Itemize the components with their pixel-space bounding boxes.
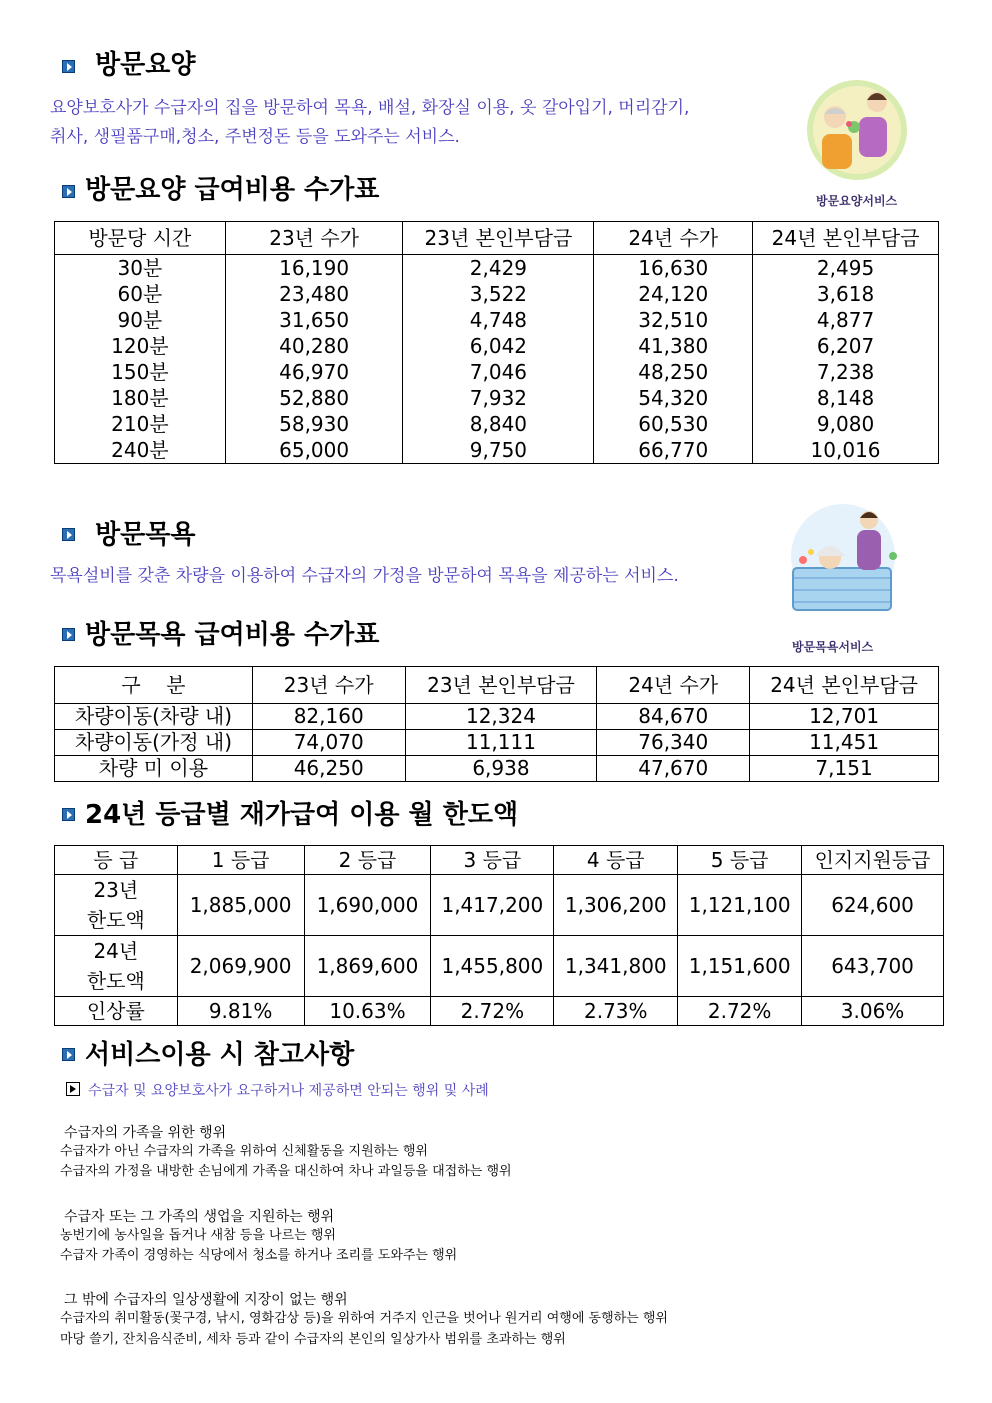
table-header: 23년 본인부담금 <box>403 222 594 255</box>
table-cell: 1,151,600 <box>678 936 802 997</box>
table-header: 23년 수가 <box>252 667 405 704</box>
table-header: 23년 수가 <box>225 222 403 255</box>
table-cell: 2.72% <box>678 997 802 1026</box>
section-bullet-icon <box>62 808 75 821</box>
table-cell: 46,970 <box>225 359 403 385</box>
table-cell: 7,932 <box>403 385 594 411</box>
table-header: 23년 본인부담금 <box>405 667 597 704</box>
table-cell: 180분 <box>55 385 226 411</box>
table-row <box>55 359 939 385</box>
table-cell: 8,840 <box>403 411 594 437</box>
table-row <box>55 281 939 307</box>
visit-care-fee-table <box>54 221 939 464</box>
table-cell: 2,429 <box>403 255 594 282</box>
table-cell: 624,600 <box>802 875 944 936</box>
note-group-heading: 수급자 또는 그 가족의 생업을 지원하는 행위 <box>64 1209 335 1225</box>
section-bullet-icon <box>62 1048 75 1061</box>
table-cell: 240분 <box>55 437 226 464</box>
table-cell: 54,320 <box>594 385 753 411</box>
section-title-visit-bath: 방문목욕 <box>95 520 196 550</box>
table-header: 방문당 시간 <box>55 222 226 255</box>
table-row <box>55 730 939 756</box>
table-row <box>55 411 939 437</box>
section-bullet-icon <box>62 528 75 541</box>
visit-care-illustration <box>797 72 917 192</box>
note-line: 수급자가 아닌 수급자의 가족을 위하여 신체활동을 지원하는 행위 <box>60 1144 428 1159</box>
table-cell: 76,340 <box>597 730 750 756</box>
table-cell: 47,670 <box>597 756 750 782</box>
table-row <box>55 333 939 359</box>
note-line: 수급자의 취미활동(꽃구경, 낚시, 영화감상 등)을 위하여 거주지 인근을 벗어나 원거리 여행에 동행하는 행위 <box>60 1311 668 1326</box>
table-header: 3 등급 <box>431 846 554 875</box>
note-line: 농번기에 농사일을 돕거나 새참 등을 나르는 행위 <box>60 1228 336 1243</box>
table-row <box>55 875 944 936</box>
table-cell: 31,650 <box>225 307 403 333</box>
table-cell: 차량이동(차량 내) <box>55 704 253 730</box>
table-cell: 58,930 <box>225 411 403 437</box>
table-row <box>55 997 944 1026</box>
table-cell: 4,877 <box>753 307 939 333</box>
table-cell: 10.63% <box>304 997 431 1026</box>
table-cell: 1,341,800 <box>554 936 678 997</box>
table-cell: 차량 미 이용 <box>55 756 253 782</box>
table-cell: 48,250 <box>594 359 753 385</box>
table-cell: 120분 <box>55 333 226 359</box>
table-header: 5 등급 <box>678 846 802 875</box>
visit-bath-description: 목욕설비를 갖춘 차량을 이용하여 수급자의 가정을 방문하여 목욕을 제공하는 서비스. <box>50 566 679 586</box>
table-header: 24년 수가 <box>597 667 750 704</box>
note-line: 수급자 가족이 경영하는 식당에서 청소를 하거나 조리를 도와주는 행위 <box>60 1248 458 1263</box>
table-header: 24년 수가 <box>594 222 753 255</box>
table-cell: 1,121,100 <box>678 875 802 936</box>
table-header: 인지지원등급 <box>802 846 944 875</box>
table-cell: 84,670 <box>597 704 750 730</box>
table-cell: 6,042 <box>403 333 594 359</box>
note-group-heading: 수급자의 가족을 위한 행위 <box>64 1125 227 1141</box>
row-label: 인상률 <box>55 997 178 1026</box>
section-title-visit-care: 방문요양 <box>95 50 196 80</box>
table-cell: 2.72% <box>431 997 554 1026</box>
note-line: 수급자의 가정을 내방한 손님에게 가족을 대신하여 차나 과일등을 대접하는 행위 <box>60 1164 512 1179</box>
table-title-bullet-icon <box>62 185 75 198</box>
table-cell: 82,160 <box>252 704 405 730</box>
table-cell: 7,238 <box>753 359 939 385</box>
table-cell: 210분 <box>55 411 226 437</box>
table-cell: 10,016 <box>753 437 939 464</box>
visit-bath-illustration <box>775 498 910 628</box>
table-cell: 차량이동(가정 내) <box>55 730 253 756</box>
table-cell: 40,280 <box>225 333 403 359</box>
row-label: 24년 한도액 <box>55 936 178 997</box>
table-cell: 60분 <box>55 281 226 307</box>
table-cell: 46,250 <box>252 756 405 782</box>
table-header: 2 등급 <box>304 846 431 875</box>
section-bullet-icon <box>62 60 75 73</box>
table-title-bullet-icon <box>62 628 75 641</box>
table-cell: 2,069,900 <box>177 936 304 997</box>
visit-bath-illustration-caption: 방문목욕서비스 <box>792 640 874 654</box>
table-cell: 1,455,800 <box>431 936 554 997</box>
table-cell: 1,869,600 <box>304 936 431 997</box>
table-cell: 9,750 <box>403 437 594 464</box>
table-row <box>55 437 939 464</box>
table-cell: 12,324 <box>405 704 597 730</box>
table-cell: 150분 <box>55 359 226 385</box>
note-line: 마당 쓸기, 잔치음식준비, 세차 등과 같이 수급자의 본인의 일상가사 범위를 초과하는 행위 <box>60 1332 566 1347</box>
table-header: 구 분 <box>55 667 253 704</box>
table-row <box>55 704 939 730</box>
row-label: 23년 한도액 <box>55 875 178 936</box>
table-header: 24년 본인부담금 <box>753 222 939 255</box>
table-cell: 41,380 <box>594 333 753 359</box>
arrow-box-icon <box>66 1082 80 1096</box>
table-cell: 6,207 <box>753 333 939 359</box>
table-header: 4 등급 <box>554 846 678 875</box>
table-cell: 1,885,000 <box>177 875 304 936</box>
table-cell: 6,938 <box>405 756 597 782</box>
table-cell: 643,700 <box>802 936 944 997</box>
table-cell: 11,111 <box>405 730 597 756</box>
table-row <box>55 756 939 782</box>
table-cell: 9,080 <box>753 411 939 437</box>
visit-bath-fee-table <box>54 666 939 782</box>
table-cell: 32,510 <box>594 307 753 333</box>
table-cell: 30분 <box>55 255 226 282</box>
table-cell: 11,451 <box>750 730 939 756</box>
visit-care-illustration-caption: 방문요양서비스 <box>816 194 898 208</box>
table-cell: 23,480 <box>225 281 403 307</box>
notes-intro: 수급자 및 요양보호사가 요구하거나 제공하면 안되는 행위 및 사례 <box>88 1083 489 1099</box>
table-cell: 7,046 <box>403 359 594 385</box>
table-header: 1 등급 <box>177 846 304 875</box>
visit-bath-table-title: 방문목욕 급여비용 수가표 <box>85 620 380 650</box>
table-row <box>55 255 939 282</box>
table-cell: 3,522 <box>403 281 594 307</box>
visit-care-description-line1: 요양보호사가 수급자의 집을 방문하여 목욕, 배설, 화장실 이용, 옷 갈아입기, 머리감기, <box>50 98 690 118</box>
table-cell: 1,306,200 <box>554 875 678 936</box>
limits-table-title: 24년 등급별 재가급여 이용 월 한도액 <box>85 800 519 830</box>
table-cell: 2.73% <box>554 997 678 1026</box>
monthly-limit-table <box>54 845 944 1026</box>
table-row <box>55 936 944 997</box>
table-row <box>55 385 939 411</box>
visit-care-table-title: 방문요양 급여비용 수가표 <box>85 175 380 205</box>
table-cell: 7,151 <box>750 756 939 782</box>
table-cell: 3.06% <box>802 997 944 1026</box>
notes-title: 서비스이용 시 참고사항 <box>85 1040 355 1070</box>
table-cell: 52,880 <box>225 385 403 411</box>
note-group-heading: 그 밖에 수급자의 일상생활에 지장이 없는 행위 <box>64 1292 348 1308</box>
table-cell: 3,618 <box>753 281 939 307</box>
table-cell: 4,748 <box>403 307 594 333</box>
table-row <box>55 307 939 333</box>
table-cell: 9.81% <box>177 997 304 1026</box>
table-cell: 90분 <box>55 307 226 333</box>
table-cell: 24,120 <box>594 281 753 307</box>
table-header: 등 급 <box>55 846 178 875</box>
table-cell: 1,690,000 <box>304 875 431 936</box>
table-header: 24년 본인부담금 <box>750 667 939 704</box>
table-cell: 8,148 <box>753 385 939 411</box>
table-cell: 74,070 <box>252 730 405 756</box>
table-cell: 60,530 <box>594 411 753 437</box>
table-cell: 16,190 <box>225 255 403 282</box>
table-cell: 2,495 <box>753 255 939 282</box>
table-cell: 12,701 <box>750 704 939 730</box>
visit-care-description-line2: 취사, 생필품구매,청소, 주변정돈 등을 도와주는 서비스. <box>50 127 460 147</box>
table-cell: 16,630 <box>594 255 753 282</box>
table-cell: 66,770 <box>594 437 753 464</box>
table-cell: 65,000 <box>225 437 403 464</box>
table-cell: 1,417,200 <box>431 875 554 936</box>
